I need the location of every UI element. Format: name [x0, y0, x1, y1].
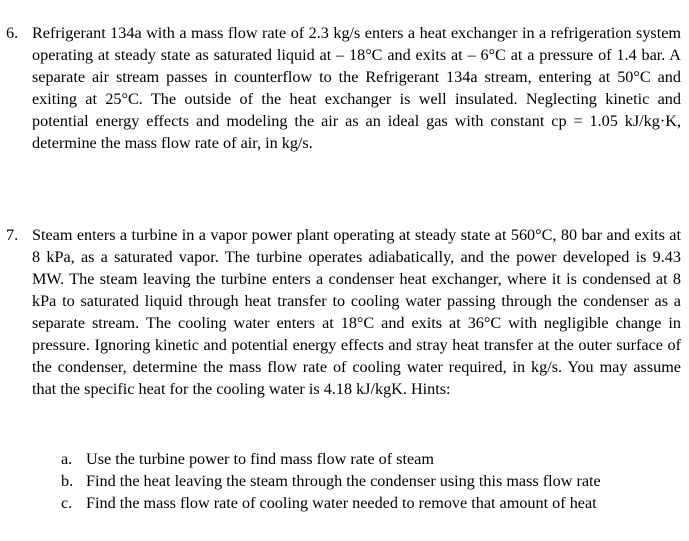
- hint-item: [0, 470, 681, 492]
- hint-text: Find the mass flow rate of cooling water needed to remove that amount of heat: [86, 494, 597, 512]
- problem-6: [0, 22, 681, 154]
- problem-number: 7.: [6, 226, 19, 244]
- hint-letter: a.: [61, 450, 73, 468]
- hint-item: [0, 448, 681, 470]
- hint-text: Use the turbine power to find mass flow rate of steam: [86, 450, 434, 468]
- hints-list: [0, 448, 681, 514]
- hint-letter: b.: [61, 472, 74, 490]
- hint-letter: c.: [61, 494, 73, 512]
- problem-7: [0, 224, 681, 400]
- problem-text: Refrigerant 134a with a mass flow rate of 2.3 kg/s enters a heat exchanger in a refrigeration system operating at steady state as saturated liquid at – 18°C and exits at – 6°C at a pressure of 1.4 bar. A separate air stream passes in counterflow to the Refrigerant 134a stream, entering at 50°C and exiting at 25°C. The outside of the heat exchanger is well insulated. Neglecting kinetic and potential energy effects and modeling the air as an ideal gas with constant cp = 1.05 kJ/kg·K, determine the mass flow rate of air, in kg/s.: [32, 24, 681, 152]
- problem-number: 6.: [6, 24, 19, 42]
- hint-item: [0, 492, 681, 514]
- problem-text: Steam enters a turbine in a vapor power plant operating at steady state at 560°C, 80 bar and exits at 8 kPa, as a saturated vapor. The turbine operates adiabatically, and the power developed is 9.43 MW. The steam leaving the turbine enters a condenser heat exchanger, where it is condensed at 8 kPa to saturated liquid through heat transfer to cooling water passing through the condenser as a separate stream. The cooling water enters at 18°C and exits at 36°C with negligible change in pressure. Ignoring kinetic and potential energy effects and stray heat transfer at the outer surface of the condenser, determine the mass flow rate of cooling water required, in kg/s. You may assume that the specific heat for the cooling water is 4.18 kJ/kgK. Hints:: [32, 226, 681, 398]
- hint-text: Find the heat leaving the steam through the condenser using this mass flow rate: [86, 472, 601, 490]
